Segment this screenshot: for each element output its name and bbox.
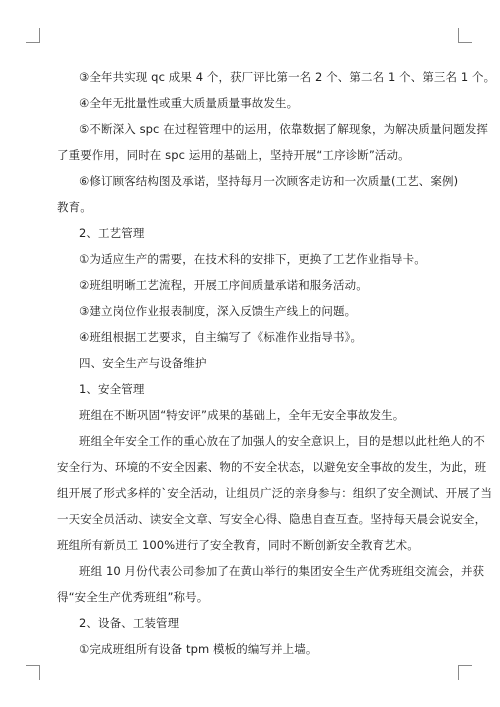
item-customer-structure: ⑥修订顾客结构图及承诺，坚持每月一次顾客走访和一次质量(工艺、案例) [79,174,459,188]
item-qc-results: ③全年共实现 qc 成果 4 个，获厂评比第一名 2 个、第二名 1 个、第三名 1 个。 [79,70,496,84]
item-report-system: ③建立岗位作业报表制度，深入反馈生产线上的问题。 [79,304,357,318]
item-no-quality-accidents: ④全年无批量性或重大质量质量事故发生。 [79,96,299,110]
paragraph-safety-focus-4: 一天安全员活动、读安全文章、写安全心得、隐患自查互查。坚持每天晨会说安全， [57,512,487,526]
paragraph-safety-award-1: 班组 10 月份代表公司参加了在黄山举行的集团安全生产优秀班组交流会，并获 [79,564,485,578]
crop-mark-top-right-horizontal [458,42,472,43]
heading-equipment-management: 2、设备、工装管理 [79,616,180,630]
crop-mark-top-left-horizontal [26,42,40,43]
crop-mark-bottom-right-vertical [458,665,459,680]
crop-mark-bottom-left-horizontal [26,665,40,666]
item-customer-structure-cont: 教育。 [57,200,92,214]
item-standard-guide: ④班组根据工艺要求，自主编写了《标准作业指导书》。 [79,330,363,344]
heading-safety-equipment: 四、安全生产与设备维护 [79,356,207,370]
paragraph-safety-record: 班组在不断巩固“特安评”成果的基础上，全年无安全事故发生。 [79,408,405,422]
heading-process-management: 2、工艺管理 [79,226,145,240]
item-spc-application-cont: 了重要作用，同时在 spc 运用的基础上，坚持开展“工序诊断”活动。 [57,148,410,162]
item-process-card: ①为适应生产的需要，在技术科的安排下，更换了工艺作业指导卡。 [79,252,426,266]
item-tpm-template: ①完成班组所有设备 tpm 模板的编写并上墙。 [79,642,318,656]
paragraph-safety-award-2: 得“安全生产优秀班组”称号。 [57,590,209,604]
crop-mark-bottom-left-vertical [39,665,40,680]
paragraph-safety-focus-3: 组开展了形式多样的`安全活动，让组员广泛的亲身参与：组织了安全测试、开展了当 [57,486,493,500]
heading-safety-management: 1、安全管理 [79,382,145,396]
item-spc-application: ⑤不断深入 spc 在过程管理中的运用，依靠数据了解现象，为解决质量问题发挥 [79,122,489,136]
crop-mark-top-right-vertical [458,28,459,43]
crop-mark-bottom-right-horizontal [458,665,472,666]
item-process-flow: ②班组明晰工艺流程，开展工序间质量承诺和服务活动。 [79,278,368,292]
paragraph-safety-focus-2: 安全行为、环境的不安全因素、物的不安全状态，以避免安全事故的发生，为此，班 [57,460,487,474]
crop-mark-top-left-vertical [39,28,40,43]
paragraph-safety-focus-5: 班组所有新员工 100%进行了安全教育，同时不断创新安全教育艺术。 [57,538,419,552]
paragraph-safety-focus-1: 班组全年安全工作的重心放在了加强人的安全意识上，目的是想以此杜绝人的不 [79,434,485,448]
